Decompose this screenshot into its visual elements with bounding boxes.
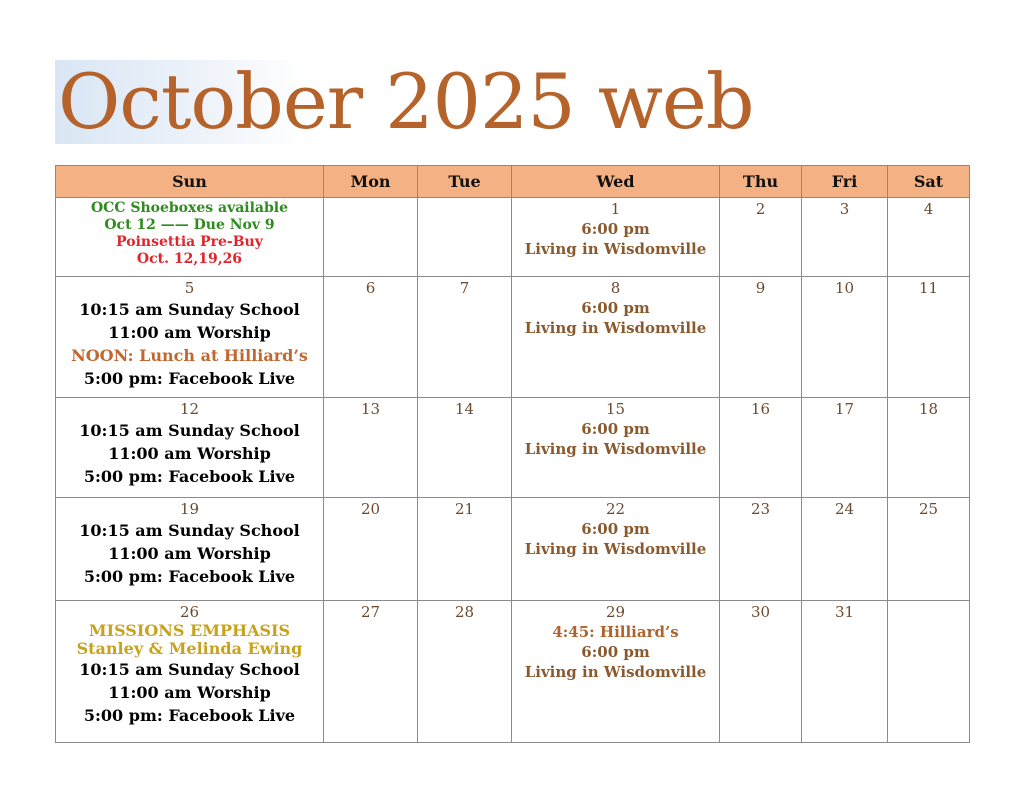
event-title: Living in Wisdomville — [524, 540, 707, 558]
facebook-live-line: 5:00 pm: Facebook Live — [83, 567, 296, 586]
day-cell — [888, 277, 970, 398]
missions-emphasis-line: MISSIONS EMPHASIS — [88, 621, 291, 640]
day-cell — [418, 398, 512, 498]
day-cell — [418, 601, 512, 743]
header-sun: Sun — [56, 166, 324, 198]
day-number: 20 — [360, 500, 381, 518]
day-number: 24 — [834, 500, 855, 518]
header-fri: Fri — [802, 166, 888, 198]
occ-shoeboxes-line: OCC Shoeboxes available — [90, 200, 289, 216]
day-number: 3 — [839, 200, 850, 218]
day-number: 31 — [834, 603, 855, 621]
page-title: October 2025 web — [58, 57, 754, 146]
day-number: 14 — [454, 400, 475, 418]
event-time: 6:00 pm — [581, 520, 650, 538]
day-cell-empty — [418, 198, 512, 277]
day-number: 29 — [605, 603, 626, 621]
poinsettia-dates-line: Oct. 12,19,26 — [136, 251, 243, 267]
day-cell — [802, 198, 888, 277]
event-time: 6:00 pm — [581, 643, 650, 661]
day-number: 7 — [459, 279, 470, 297]
day-cell-empty — [888, 601, 970, 743]
event-title: Living in Wisdomville — [524, 319, 707, 337]
header-sat: Sat — [888, 166, 970, 198]
header-mon: Mon — [324, 166, 418, 198]
day-number: 19 — [179, 500, 200, 518]
day-number: 27 — [360, 603, 381, 621]
week-row — [56, 277, 970, 398]
worship-line: 11:00 am Worship — [108, 544, 271, 563]
day-cell — [512, 601, 720, 743]
day-cell-empty — [324, 198, 418, 277]
day-number: 2 — [755, 200, 766, 218]
day-cell — [802, 498, 888, 601]
worship-line: 11:00 am Worship — [108, 683, 271, 702]
day-number: 16 — [750, 400, 771, 418]
facebook-live-line: 5:00 pm: Facebook Live — [83, 467, 296, 486]
day-cell — [888, 498, 970, 601]
poinsettia-line: Poinsettia Pre-Buy — [116, 234, 263, 250]
facebook-live-line: 5:00 pm: Facebook Live — [83, 706, 296, 725]
day-number: 12 — [179, 400, 200, 418]
day-number: 26 — [179, 603, 200, 621]
day-cell — [512, 198, 720, 277]
facebook-live-line: 5:00 pm: Facebook Live — [83, 369, 296, 388]
day-number: 11 — [918, 279, 939, 297]
week-row — [56, 198, 970, 277]
occ-dates-line: Oct 12 —— Due Nov 9 — [104, 217, 275, 233]
event-time: 6:00 pm — [581, 299, 650, 317]
day-number: 22 — [605, 500, 626, 518]
day-number: 21 — [454, 500, 475, 518]
sunday-school-line: 10:15 am Sunday School — [79, 521, 300, 540]
sunday-school-line: 10:15 am Sunday School — [79, 660, 300, 679]
day-number: 13 — [360, 400, 381, 418]
event-title: Living in Wisdomville — [524, 440, 707, 458]
day-cell — [512, 398, 720, 498]
event-title: Living in Wisdomville — [524, 240, 707, 258]
week-row — [56, 498, 970, 601]
weekday-header-row — [56, 166, 970, 198]
day-cell — [802, 398, 888, 498]
day-number: 28 — [454, 603, 475, 621]
calendar-table — [55, 165, 970, 743]
event-time: 6:00 pm — [581, 420, 650, 438]
hilliards-line: 4:45: Hilliard’s — [552, 623, 679, 641]
day-number: 9 — [755, 279, 766, 297]
day-number: 5 — [184, 279, 195, 297]
day-cell — [324, 277, 418, 398]
day-cell — [512, 498, 720, 601]
day-cell — [802, 277, 888, 398]
lunch-line: NOON: Lunch at Hilliard’s — [71, 346, 308, 365]
day-cell — [720, 498, 802, 601]
day-cell — [720, 398, 802, 498]
sunday-school-line: 10:15 am Sunday School — [79, 300, 300, 319]
event-title: Living in Wisdomville — [524, 663, 707, 681]
day-cell — [418, 498, 512, 601]
week-row — [56, 601, 970, 743]
header-thu: Thu — [720, 166, 802, 198]
event-time: 6:00 pm — [581, 220, 650, 238]
day-number: 8 — [610, 279, 621, 297]
day-cell — [324, 601, 418, 743]
day-cell — [888, 198, 970, 277]
day-cell — [888, 398, 970, 498]
day-cell — [418, 277, 512, 398]
day-number: 18 — [918, 400, 939, 418]
day-cell — [324, 498, 418, 601]
day-number: 17 — [834, 400, 855, 418]
day-cell — [56, 601, 324, 743]
day-cell — [720, 198, 802, 277]
day-cell — [720, 277, 802, 398]
day-number: 1 — [610, 200, 621, 218]
day-number: 23 — [750, 500, 771, 518]
sunday-school-line: 10:15 am Sunday School — [79, 421, 300, 440]
day-number: 25 — [918, 500, 939, 518]
day-number: 30 — [750, 603, 771, 621]
header-wed: Wed — [512, 166, 720, 198]
day-number: 6 — [365, 279, 376, 297]
day-number: 4 — [923, 200, 934, 218]
day-number: 10 — [834, 279, 855, 297]
missionaries-line: Stanley & Melinda Ewing — [76, 639, 303, 658]
day-cell — [512, 277, 720, 398]
worship-line: 11:00 am Worship — [108, 323, 271, 342]
day-cell — [56, 198, 324, 277]
header-tue: Tue — [418, 166, 512, 198]
day-cell — [56, 398, 324, 498]
worship-line: 11:00 am Worship — [108, 444, 271, 463]
day-cell — [720, 601, 802, 743]
day-cell — [802, 601, 888, 743]
week-row — [56, 398, 970, 498]
day-cell — [56, 277, 324, 398]
day-cell — [324, 398, 418, 498]
day-number: 15 — [605, 400, 626, 418]
day-cell — [56, 498, 324, 601]
